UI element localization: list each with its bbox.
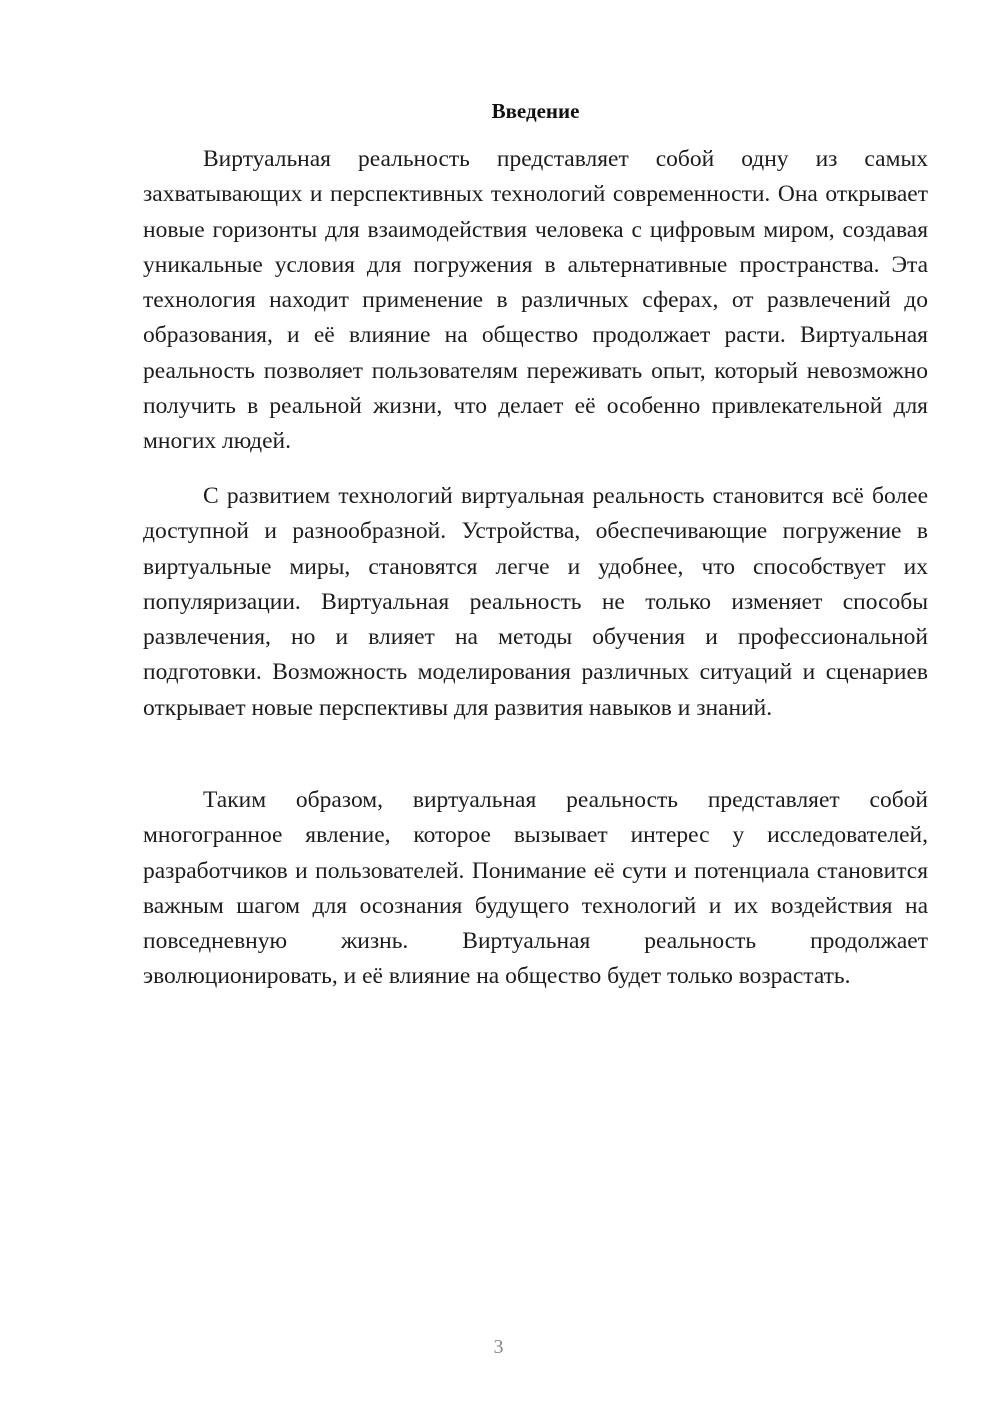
page-number: 3: [493, 1336, 504, 1358]
paragraph-1: Виртуальная реальность представляет собой одну из самых захватывающих и перспективных технологий современности. Она открывает новые горизонты для взаимодействия человека с цифровым миром, создавая уникальные условия для погружения в альтернативные пространства. Эта технология находит применение в различных сферах, от развлечений до образования, и её влияние на общество продолжает расти. Виртуальная реальность позволяет пользователям переживать опыт, который невозможно получить в реальной жизни, что делает её особенно привлекательной для многих людей.: [143, 146, 928, 455]
page-number-container: [72, 1334, 1000, 1360]
paragraph-3: Таким образом, виртуальная реальность представляет собой многогранное явление, которое вызывает интерес у исследователей, разработчиков и пользователей. Понимание её сути и потенциала становится важным шагом для осознания будущего технологий и их воздействия на повседневную жизнь. Виртуальная реальность продолжает эволюционировать, и её влияние на общество будет только возрастать.: [143, 787, 928, 990]
paragraph-2: С развитием технологий виртуальная реальность становится всё более доступной и разнообразной. Устройства, обеспечивающие погружение в виртуальные миры, становятся легче и удобнее, что способствует их популяризации. Виртуальная реальность не только изменяет способы развлечения, но и влияет на методы обучения и профессиональной подготовки. Возможность моделирования различных ситуаций и сценариев открывает новые перспективы для развития навыков и знаний.: [143, 483, 928, 721]
page-title: Введение: [491, 99, 580, 123]
